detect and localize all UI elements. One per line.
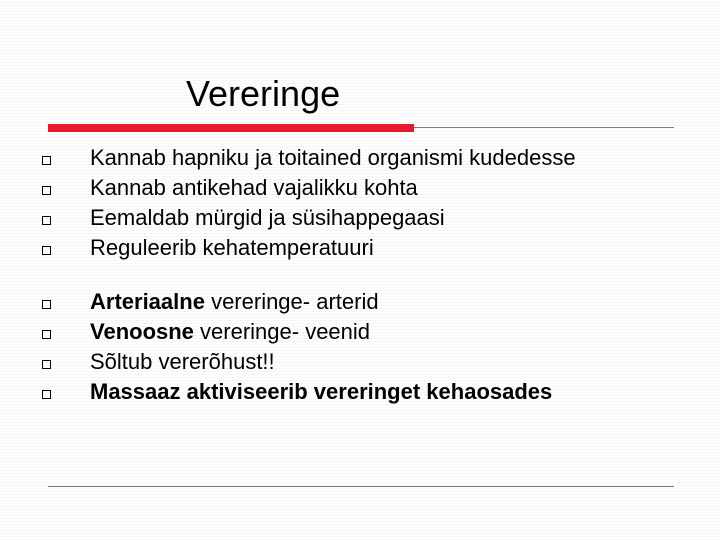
bullet-item (40, 203, 680, 233)
bullet-list (40, 143, 680, 407)
hollow-square-bullet-icon (42, 330, 51, 339)
bullet-text: Sõltub vererõhust!! (90, 349, 275, 374)
bullet-item (40, 317, 680, 347)
bullet-item (40, 287, 680, 317)
slide-title: Vereringe (186, 73, 341, 114)
bullet-text: Reguleerib kehatemperatuuri (90, 235, 374, 260)
hollow-square-bullet-icon (42, 360, 51, 369)
bullet-item (40, 233, 680, 263)
bullet-item (40, 143, 680, 173)
bullet-text: Eemaldab mürgid ja süsihappegaasi (90, 205, 445, 230)
hollow-square-bullet-icon (42, 186, 51, 195)
hollow-square-bullet-icon (42, 156, 51, 165)
hollow-square-bullet-icon (42, 390, 51, 399)
hollow-square-bullet-icon (42, 300, 51, 309)
bullet-text: vereringe- veenid (193, 319, 371, 344)
title-accent-rule (48, 124, 414, 132)
bullet-bold-text: Massaaz aktiviseerib vereringet kehaosades (90, 379, 553, 404)
hollow-square-bullet-icon (42, 216, 51, 225)
bullet-item (40, 377, 680, 407)
bullet-bold-term: Venoosne (90, 319, 194, 344)
bullet-item (40, 173, 680, 203)
bullet-text: vereringe- arterid (204, 289, 379, 314)
bullet-text: Kannab antikehad vajalikku kohta (90, 175, 418, 200)
bottom-rule (48, 486, 674, 487)
bullet-item (40, 347, 680, 377)
hollow-square-bullet-icon (42, 246, 51, 255)
title-thin-rule (414, 127, 674, 128)
bullet-bold-term: Arteriaalne (90, 289, 205, 314)
bullet-text: Kannab hapniku ja toitained organismi kudedesse (90, 145, 576, 170)
